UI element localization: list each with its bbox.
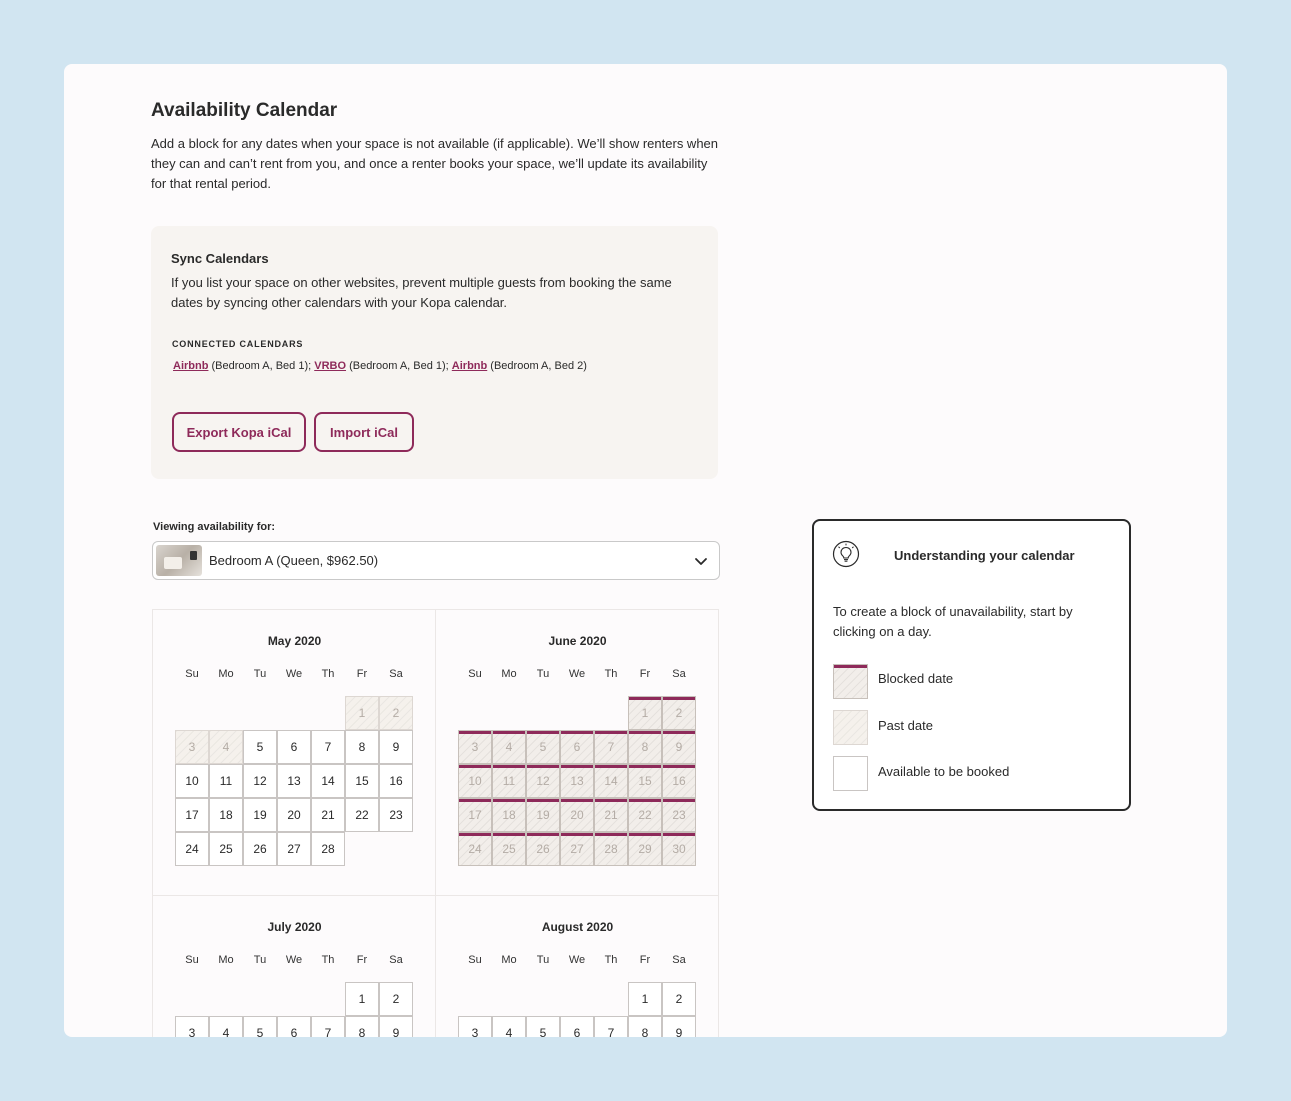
calendar-day-avail[interactable]: 19 (243, 798, 277, 832)
calendar-day-avail[interactable]: 2 (662, 982, 696, 1016)
calendar-day-avail[interactable]: 8 (345, 730, 379, 764)
calendar-day-avail[interactable]: 20 (277, 798, 311, 832)
legend-swatch-available (833, 756, 868, 791)
calendar-day-blocked: 18 (492, 798, 526, 832)
calendar-day-avail[interactable]: 27 (277, 832, 311, 866)
weekday-label: Sa (389, 954, 403, 966)
calendar-day-avail[interactable]: 7 (311, 1016, 345, 1037)
calendar-day-avail[interactable]: 3 (175, 1016, 209, 1037)
weekday-label: We (568, 668, 586, 680)
month-calendar (153, 896, 436, 1037)
calendar-day-blocked: 16 (662, 764, 696, 798)
calendar-day-blocked: 1 (628, 696, 662, 730)
connected-calendars-list (173, 360, 587, 372)
legend-swatch-past (833, 710, 868, 745)
viewing-label: Viewing availability for: (153, 521, 276, 533)
connected-calendar-detail: (Bedroom A, Bed 2) (487, 360, 587, 372)
calendar-day-avail[interactable]: 22 (345, 798, 379, 832)
weekday-label: We (285, 954, 303, 966)
calendar-day-avail[interactable]: 11 (209, 764, 243, 798)
weekday-label: We (568, 954, 586, 966)
calendar-grid (152, 609, 719, 1037)
calendar-day-avail[interactable]: 8 (345, 1016, 379, 1037)
calendar-day-blocked: 28 (594, 832, 628, 866)
weekday-label: Th (604, 668, 618, 680)
calendar-day-blocked: 25 (492, 832, 526, 866)
weekday-label: Fr (639, 668, 651, 680)
weekday-label: Fr (639, 954, 651, 966)
connected-calendar-detail: (Bedroom A, Bed 1); (208, 360, 315, 372)
weekday-label: Sa (672, 668, 686, 680)
connected-calendar-link-airbnb-2[interactable]: Airbnb (451, 360, 488, 372)
export-ical-button[interactable]: Export Kopa iCal (172, 412, 306, 452)
month-title: May 2020 (267, 634, 322, 648)
legend-swatch-blocked (833, 664, 868, 699)
weekday-label: We (285, 668, 303, 680)
calendar-day-avail[interactable]: 7 (311, 730, 345, 764)
calendar-day-blocked: 3 (458, 730, 492, 764)
calendar-day-blocked: 21 (594, 798, 628, 832)
calendar-day-blocked: 2 (662, 696, 696, 730)
calendar-day-avail[interactable]: 4 (492, 1016, 526, 1037)
calendar-day-avail[interactable]: 5 (526, 1016, 560, 1037)
calendar-day-avail[interactable]: 1 (628, 982, 662, 1016)
connected-calendar-link-airbnb-1[interactable]: Airbnb (173, 360, 209, 372)
calendar-day-avail[interactable]: 24 (175, 832, 209, 866)
weekday-label: Sa (672, 954, 686, 966)
calendar-day-blocked: 5 (526, 730, 560, 764)
connected-calendar-detail: (Bedroom A, Bed 1); (346, 360, 452, 372)
calendar-day-avail[interactable]: 9 (379, 1016, 413, 1037)
calendar-day-avail[interactable]: 28 (311, 832, 345, 866)
calendar-day-avail[interactable]: 13 (277, 764, 311, 798)
calendar-day-blocked: 30 (662, 832, 696, 866)
weekday-label: Tu (253, 668, 267, 680)
weekday-label: Tu (253, 954, 267, 966)
calendar-day-avail[interactable]: 14 (311, 764, 345, 798)
calendar-day-avail[interactable]: 23 (379, 798, 413, 832)
calendar-day-blocked: 9 (662, 730, 696, 764)
calendar-day-blocked: 17 (458, 798, 492, 832)
calendar-day-past: 2 (379, 696, 413, 730)
calendar-day-avail[interactable]: 10 (175, 764, 209, 798)
weekday-label: Mo (501, 668, 517, 680)
legend-label-available: Available to be booked (878, 764, 1010, 779)
weekday-label: Sa (389, 668, 403, 680)
calendar-day-blocked: 11 (492, 764, 526, 798)
calendar-day-avail[interactable]: 4 (209, 1016, 243, 1037)
month-title: August 2020 (541, 920, 614, 934)
calendar-day-avail[interactable]: 6 (560, 1016, 594, 1037)
calendar-day-past: 4 (209, 730, 243, 764)
page-title: Availability Calendar (151, 100, 338, 121)
calendar-day-past: 1 (345, 696, 379, 730)
weekday-label: Th (321, 954, 335, 966)
weekday-label: Su (185, 954, 199, 966)
month-title: July 2020 (267, 920, 322, 934)
calendar-day-avail[interactable]: 6 (277, 1016, 311, 1037)
calendar-day-past: 3 (175, 730, 209, 764)
listing-select-value: Bedroom A (Queen, $962.50) (209, 553, 379, 568)
sync-calendars-panel (151, 226, 718, 479)
calendar-day-avail[interactable]: 12 (243, 764, 277, 798)
month-calendar (436, 896, 719, 1037)
weekday-label: Th (604, 954, 618, 966)
calendar-day-avail[interactable]: 9 (662, 1016, 696, 1037)
page-intro: Add a block for any dates when your space is not available (if applicable). We’ll show renters when they can and can’t rent from you, and once a renter books your space, we’ll update its availability for that rental period. (151, 136, 719, 191)
calendar-day-avail[interactable]: 5 (243, 1016, 277, 1037)
legend-label-blocked: Blocked date (878, 671, 954, 686)
calendar-day-blocked: 27 (560, 832, 594, 866)
calendar-day-blocked: 6 (560, 730, 594, 764)
availability-card (64, 64, 1227, 1037)
weekday-label: Su (468, 668, 482, 680)
calendar-day-blocked: 22 (628, 798, 662, 832)
weekday-label: Mo (501, 954, 517, 966)
calendar-day-blocked: 4 (492, 730, 526, 764)
legend-label-past: Past date (878, 718, 933, 733)
calendar-day-avail[interactable]: 16 (379, 764, 413, 798)
month-calendar (153, 610, 436, 896)
listing-select[interactable] (152, 541, 720, 580)
calendar-day-avail[interactable]: 17 (175, 798, 209, 832)
calendar-day-blocked: 24 (458, 832, 492, 866)
weekday-label: Th (321, 668, 335, 680)
calendar-day-avail[interactable]: 5 (243, 730, 277, 764)
weekday-label: Fr (356, 954, 368, 966)
calendar-day-blocked: 12 (526, 764, 560, 798)
calendar-day-blocked: 14 (594, 764, 628, 798)
weekday-label: Mo (218, 954, 234, 966)
connected-calendar-link-vrbo[interactable]: VRBO (314, 360, 347, 372)
calendar-day-blocked: 19 (526, 798, 560, 832)
weekday-label: Mo (218, 668, 234, 680)
calendar-day-blocked: 23 (662, 798, 696, 832)
legend-text: To create a block of unavailability, start by clicking on a day. (833, 604, 1073, 639)
calendar-day-blocked: 15 (628, 764, 662, 798)
calendar-day-blocked: 26 (526, 832, 560, 866)
listing-thumbnail (156, 545, 202, 576)
calendar-day-blocked: 20 (560, 798, 594, 832)
calendar-day-avail[interactable]: 2 (379, 982, 413, 1016)
calendar-day-blocked: 10 (458, 764, 492, 798)
calendar-day-avail[interactable]: 9 (379, 730, 413, 764)
month-calendar (436, 610, 719, 896)
calendar-day-blocked: 13 (560, 764, 594, 798)
calendar-day-avail[interactable]: 18 (209, 798, 243, 832)
calendar-legend (812, 519, 1131, 811)
calendar-day-avail[interactable]: 7 (594, 1016, 628, 1037)
sync-title: Sync Calendars (171, 251, 269, 266)
calendar-day-blocked: 7 (594, 730, 628, 764)
calendar-day-avail[interactable]: 3 (458, 1016, 492, 1037)
calendar-day-avail[interactable]: 25 (209, 832, 243, 866)
calendar-day-avail[interactable]: 1 (345, 982, 379, 1016)
weekday-label: Tu (536, 954, 550, 966)
weekday-label: Su (468, 954, 482, 966)
calendar-day-blocked: 29 (628, 832, 662, 866)
calendar-day-avail[interactable]: 21 (311, 798, 345, 832)
legend-title: Understanding your calendar (894, 548, 1075, 563)
chevron-down-icon (693, 553, 709, 569)
sync-description: If you list your space on other websites, prevent multiple guests from booking the same dates by syncing other calendars with your Kopa calendar. (171, 275, 672, 310)
lightbulb-icon (832, 540, 860, 568)
weekday-label: Tu (536, 668, 550, 680)
weekday-label: Su (185, 668, 199, 680)
calendar-day-avail[interactable]: 26 (243, 832, 277, 866)
weekday-label: Fr (356, 668, 368, 680)
connected-calendars-label: CONNECTED CALENDARS (172, 339, 304, 349)
calendar-day-avail[interactable]: 15 (345, 764, 379, 798)
calendar-day-blocked: 8 (628, 730, 662, 764)
calendar-day-avail[interactable]: 8 (628, 1016, 662, 1037)
calendar-day-avail[interactable]: 6 (277, 730, 311, 764)
import-ical-button[interactable]: Import iCal (314, 412, 414, 452)
month-title: June 2020 (548, 634, 607, 648)
